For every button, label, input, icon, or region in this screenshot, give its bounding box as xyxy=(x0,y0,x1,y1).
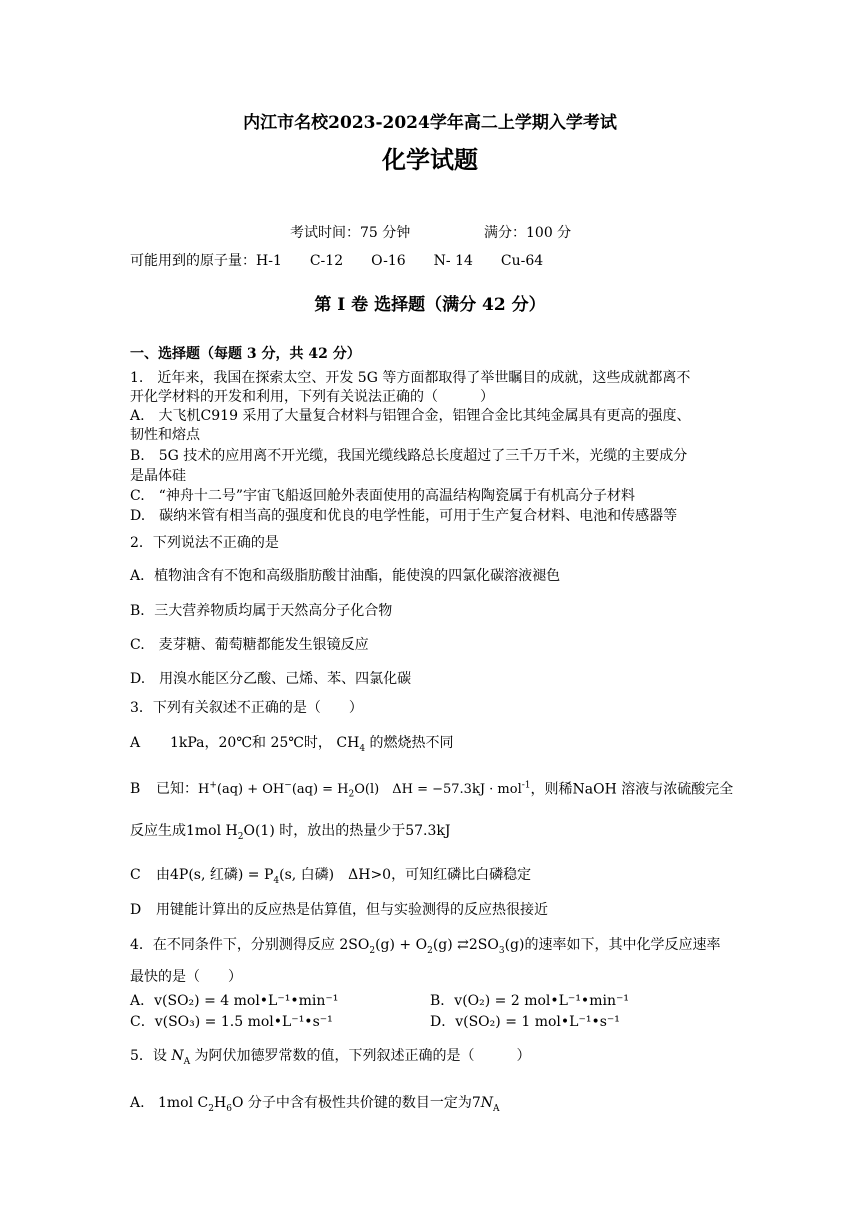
q5-option-a: A. 1mol $C_2H_6O$ 分子中含有极性共价键的数目一定为$7N_A$ xyxy=(130,1095,500,1114)
q4-option-a: A．v(SO₂) = 4 mol•L⁻¹•min⁻¹ xyxy=(130,993,339,1009)
q3-option-b-text2: ，则稀NaOH 溶液与浓硫酸完全 xyxy=(530,781,734,798)
q5-option-a-tag: A. xyxy=(130,1095,145,1111)
exam-time: 考试时间：75 分钟 xyxy=(290,225,411,241)
q2-option-a: A．植物油含有不饱和高级脂肪酸甘油酯，能使溴的四氯化碳溶液褪色 xyxy=(130,568,561,584)
q3-option-a-text1: 1kPa，20℃和 25℃时， xyxy=(170,735,332,751)
q3-option-a xyxy=(130,734,454,758)
q4-stem-line1: 4．在不同条件下，分别测得反应 $2SO_2(g) + O_2(g)$ $⇄2SO_3(g)$的速率如下，其中化学反应速率 xyxy=(130,937,721,956)
q1-option-a-line1: A. 大飞机C919 采用了大量复合材料与铝锂合金，铝锂合金比其纯金属具有更高的强度、 xyxy=(130,408,691,424)
exam-title: 内江市名校2023-2024学年高二上学期入学考试 xyxy=(243,113,617,133)
q1-stem-line2: 开化学材料的开发和利用，下列有关说法正确的（ ） xyxy=(130,389,494,405)
section-heading: 一、选择题（每题 3 分，共 42 分） xyxy=(130,346,361,362)
part1-title: 第 I 卷 选择题（满分 42 分） xyxy=(314,295,546,315)
atomic-mass-line: 可能用到的原子量：H-1 C-12 O-16 N- 14 Cu-64 xyxy=(130,253,544,269)
q1-option-b-line1: B. 5G 技术的应用离不开光缆，我国光缆线路总长度超过了三千万千米，光缆的主要成分 xyxy=(130,448,688,464)
q3-option-d-tag: D xyxy=(130,902,142,918)
q3-option-a-sub: 4 xyxy=(359,743,366,754)
q4-stem-line2: 最快的是（ ） xyxy=(130,969,242,985)
q4-option-c: C．v(SO₃) = 1.5 mol•L⁻¹•s⁻¹ xyxy=(130,1014,333,1030)
q5-stem: 5．设 $N_A$ 为阿伏加德罗常数的值，下列叙述正确的是（ ） xyxy=(130,1048,531,1067)
q3-option-b-equation: $H^+(aq) + OH^-(aq) = H_2O(l)$ ΔH = −57.3kJ · mol$^{-1}$ xyxy=(198,781,531,800)
q1-option-b-line2: 是晶体硅 xyxy=(130,468,186,484)
q1-option-c: C. “神舟十二号”宇宙飞船返回舱外表面使用的高温结构陶瓷属于有机高分子材料 xyxy=(130,488,635,504)
q3-option-a-ch: CH xyxy=(336,735,360,751)
q3-option-b-line2: 反应生成1mol $H_2O(1)$ 时，放出的热量少于57.3kJ xyxy=(130,823,451,842)
q1-stem-line1: 1. 近年来，我国在探索太空、开发 5G 等方面都取得了举世瞩目的成就，这些成就都离不 xyxy=(130,370,691,386)
full-score: 满分：100 分 xyxy=(484,225,572,241)
q4-option-b: B．v(O₂) = 2 mol•L⁻¹•min⁻¹ xyxy=(430,993,629,1009)
q1-option-d: D. 碳纳米管有相当高的强度和优良的电学性能，可用于生产复合材料、电池和传感器等 xyxy=(130,508,678,524)
q3-stem: 3．下列有关叙述不正确的是（ ） xyxy=(130,700,363,716)
q3-option-a-tag: A xyxy=(130,735,141,751)
q3-option-b-text1: 已知： xyxy=(156,781,198,798)
q3-option-c: C 由4P(s, 红磷) = $P_4(s$, 白磷) ΔH>0，可知红磷比白磷稳定 xyxy=(130,867,532,886)
q2-option-c: C. 麦芽糖、葡萄糖都能发生银镜反应 xyxy=(130,637,369,653)
q3-option-a-text3: 的燃烧热不同 xyxy=(365,735,454,751)
q2-stem: 2．下列说法不正确的是 xyxy=(130,535,279,551)
q3-option-b-line1 xyxy=(130,777,733,804)
q3-option-d: D 用键能计算出的反应热是估算值，但与实验测得的反应热很接近 xyxy=(130,902,548,918)
q2-option-b: B．三大营养物质均属于天然高分子化合物 xyxy=(130,603,393,619)
subject-title: 化学试题 xyxy=(382,145,478,174)
q1-option-a-line2: 韧性和熔点 xyxy=(130,427,200,443)
q2-option-d: D. 用溴水能区分乙酸、己烯、苯、四氯化碳 xyxy=(130,671,412,687)
q3-option-b-tag: B xyxy=(130,781,141,798)
q3-option-c-tag: C xyxy=(130,867,141,883)
q4-option-d: D．v(SO₂) = 1 mol•L⁻¹•s⁻¹ xyxy=(430,1014,620,1030)
